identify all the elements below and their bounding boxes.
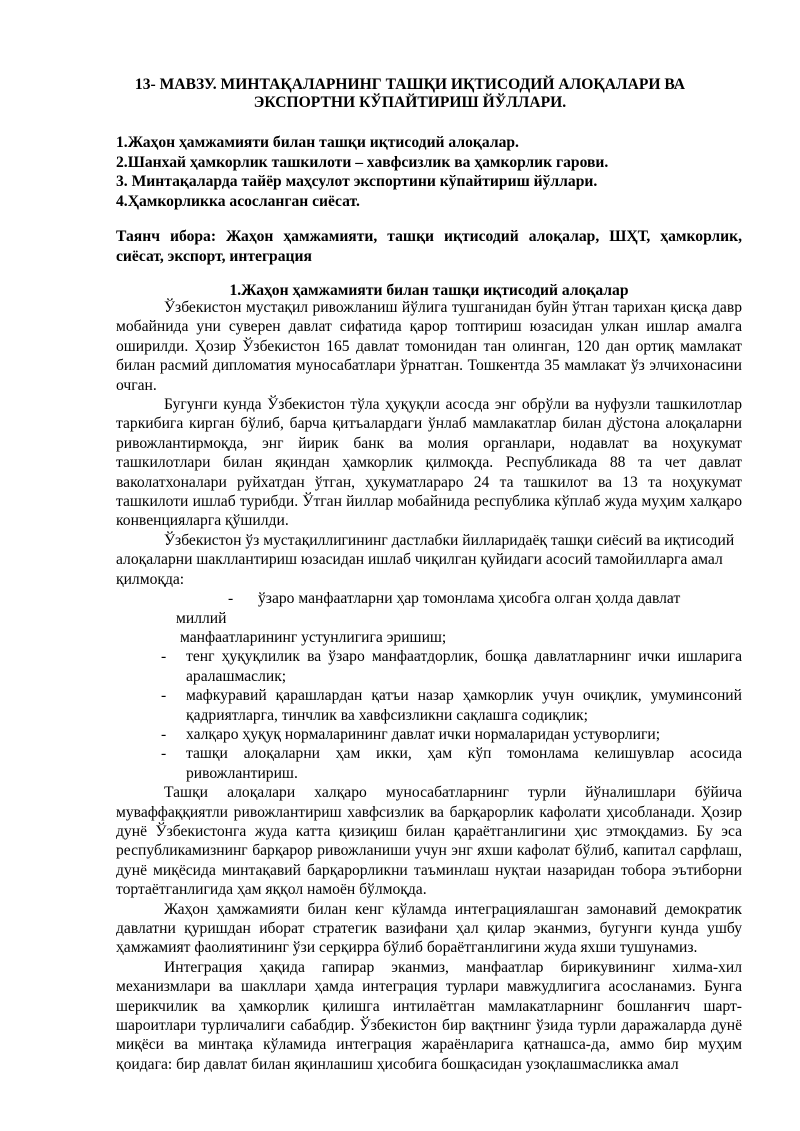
list-item-text: ташқи алоқаларни ҳам икки, ҳам кўп томонлама келишувлар асосида ривожлантириш. <box>186 745 742 782</box>
list-item-text: тенг ҳуқуқлилик ва ўзаро манфаатдорлик, бошқа давлатларнинг ички ишларига аралашмаслик; <box>186 648 742 685</box>
table-of-contents <box>116 133 608 211</box>
paragraph: Бугунги кунда Ўзбекистон тўла ҳуқуқли асосда энг обрўли ва нуфузли ташкилотлар таркибига кирган бўлиб, барча қитъалардаги ўнлаб мамлакатлар билан дўстона алоқаларни ривожлантирмоқда, энг йирик банк ва молия органлари, нодавлат ва ноҳукумат ташкилотлари билан яқиндан ҳамкорлик қилмоқда. Республикада 88 та чет давлат ваколатхоналари руйхатдан ўтган, ҳукуматлараро 24 та ташкилот ва 13 та ноҳукумат ташкилоти ишлаб турибди. Ўтган йиллар мобайнида республика кўплаб жуда муҳим халқаро конвенцияларга қўшилди. <box>116 396 742 530</box>
list-item-text: халқаро ҳуқуқ нормаларининг давлат ички нормаларидан устуворлиги; <box>186 725 661 743</box>
paragraph: Ўзбекистон ўз мустақиллигининг дастлабки йилларидаёқ ташқи сиёсий ва иқтисодий алоқаларни шакллантириш юзасидан ишлаб чиқилган қуйидаги асосий тамойилларга амал қилмоқда: <box>116 531 735 588</box>
keywords: Таянч ибора: Жаҳон ҳамжамияти, ташқи иқтисодий алоқалар, ШҲТ, ҳамкорлик, сиёсат, экспорт, интеграция <box>116 228 742 265</box>
list-item <box>116 744 742 783</box>
dash-bullet: - <box>161 725 167 743</box>
contents-item: 1.Жаҳон ҳамжамияти билан ташқи иқтисодий алоқалар. <box>116 134 519 151</box>
list-item <box>116 725 742 744</box>
contents-item: 2.Шанхай ҳамкорлик ташкилоти – хавфсизлик ва ҳамкорлик гарови. <box>116 153 609 171</box>
paragraph: Интеграция ҳақида гапирар эканмиз, манфаатлар бирикувининг хилма-хил механизмлари ва шакллари ҳамда интеграция турлари мавжудлигига асосланамиз. Бунга шерикчилик ва ҳамкорлик қилишга интилаётган мамлакатларнинг бошланғич шарт-шароитлари турличалиги сабабдир. Ўзбекистон бир вақтнинг ўзида турли даражаларда дунё миқёси ва минтақа кўламида интеграция жараёнларига қатнашса-да, аммо бир муҳим қоидага: бир давлат билан яқинлашиш ҳисобига бошқасидан узоқлашмасликка амал <box>116 958 742 1073</box>
title-line-2: ЭКСПОРТНИ КЎПАЙТИРИШ ЙЎЛЛАРИ. <box>253 94 567 111</box>
list-item-text: мафкуравий қарашлардан қатъи назар ҳамкорлик учун очиқлик, умуминсоний қадриятларга, тинчлик ва хавфсизликни сақлашга содиқлик; <box>186 687 742 724</box>
dash-bullet: - <box>228 590 234 608</box>
paragraph: Жаҳон ҳамжамияти билан кенг кўламда интеграциялашган замонавий демократик давлатни қуришдан иборат стратегик вазифани ҳал қилар эканмиз, бугунги кунда ушбу ҳамжамият фаолиятининг ўзи серқирра бўлиб бораётганлигини жуда яхши тушунамиз. <box>116 900 742 957</box>
dash-bullet: - <box>161 648 167 666</box>
list-item-text: ўзаро манфаатларни ҳар томонлама ҳисобга олган ҳолда давлат <box>258 590 681 608</box>
contents-item: 3. Минтақаларда тайёр маҳсулот экспортини кўпайтириш йўллари. <box>116 173 598 190</box>
body-text <box>116 298 742 1074</box>
paragraph: Ташқи алоқалари халқаро муносабатларнинг турли йўналишлари бўйича муваффаққиятли ривожлантириш хавфсизлик ва барқарорлик кафолати ҳисобланади. Ҳозир дунё Ўзбекистонга жуда катта қизиқиш билан қараётганлигини ҳис этмоқдамиз. Бу эса республикамизнинг барқарор ривожланиши учун энг яхши кафолат бўлиб, капитал сарфлаш, дунё миқёсида минтақавий барқарорликни таъминлаш нуқтаи назаридан тобора эътиборни тортаётганлигида ҳам яққол намоён бўлмоқда. <box>116 784 742 899</box>
list-item <box>116 647 742 686</box>
section-heading: 1.Жаҳон ҳамжамияти билан ташқи иқтисодий алоқалар <box>229 282 629 299</box>
principles-list <box>116 647 742 783</box>
list-item-text: миллий <box>176 609 227 627</box>
contents-item: 4.Ҳамкорликка асосланган сиёсат. <box>116 192 360 210</box>
list-item-text: манфаатларининг устунлигига эришиш; <box>180 628 447 646</box>
document-title <box>80 76 740 112</box>
title-line-1: 13- МАВЗУ. МИНТАҚАЛАРНИНГ ТАШҚИ ИҚТИСОДИЙ АЛОҚАЛАРИ ВА <box>134 76 686 93</box>
list-item <box>116 686 742 725</box>
principle-first-item <box>116 589 742 647</box>
paragraph: Ўзбекистон мустақил ривожланиш йўлига тушганидан буйн ўтган тарихан қисқа давр мобайнида уни суверен давлат сифатида қарор топтириш юзасидан улкан ишлар амалга оширилди. Ҳозир Ўзбекистон 165 давлат томонидан тан олинган, 120 дан ортиқ мамлакат билан расмий дипломатия муносабатлари ўрнатган. Тошкентда 35 мамлакат ўз элчихонасини очган. <box>116 299 742 394</box>
dash-bullet: - <box>161 687 167 705</box>
dash-bullet: - <box>161 745 167 763</box>
